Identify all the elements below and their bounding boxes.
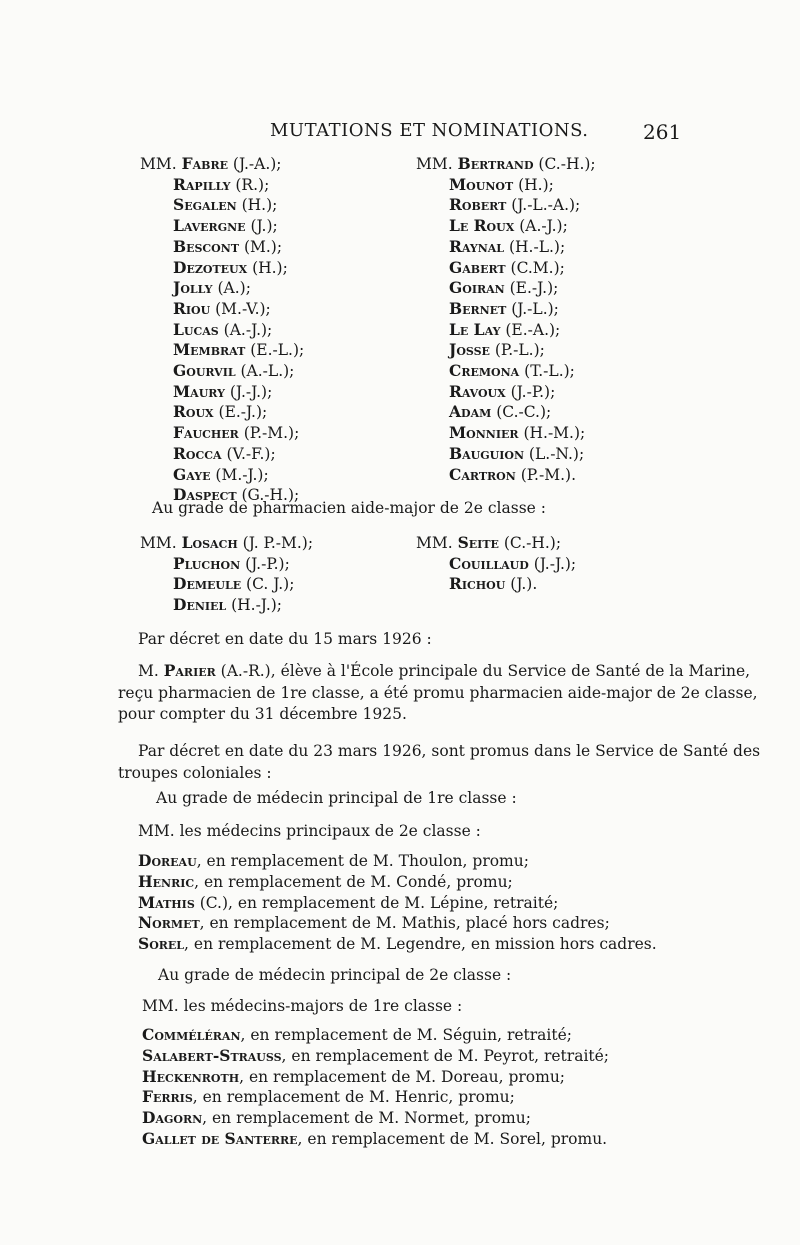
surname: Ravoux	[449, 381, 506, 401]
initials: (E.-A.);	[500, 320, 561, 339]
name-list-right-entry	[416, 195, 596, 216]
pharmacien-list-left-entry	[140, 554, 313, 575]
nomination-entry	[142, 1108, 609, 1129]
surname: Bescont	[173, 236, 240, 256]
initials: (A.-J.);	[514, 217, 568, 236]
nomination-entry	[142, 1025, 609, 1046]
name-list-right-entry	[416, 340, 596, 361]
surname: Sorel	[138, 934, 185, 954]
name-list-right-entry	[416, 465, 596, 486]
initials: (C.-C.);	[491, 403, 552, 422]
initials: (J.-L.);	[506, 299, 559, 318]
initials: (J.-P.);	[240, 554, 290, 573]
surname: Henric	[138, 871, 195, 891]
nomination-detail: , en remplacement de M. Normet, promu;	[202, 1109, 531, 1128]
name-list-left-entry	[140, 195, 304, 216]
honorific-prefix: MM.	[416, 155, 458, 173]
surname: Pluchon	[173, 553, 241, 573]
surname: Goiran	[449, 278, 505, 298]
name-list-left-entry	[140, 382, 304, 403]
surname: Salabert-Strauss	[142, 1045, 282, 1065]
nomination-detail: , en remplacement de M. Legendre, en mission hors cadres.	[184, 935, 657, 954]
initials: (J.-A.);	[227, 155, 282, 173]
name-list-left	[140, 154, 304, 506]
nomination-entry	[138, 913, 657, 934]
name-list-left-entry	[140, 154, 304, 175]
surname: Bertrand	[457, 154, 534, 173]
initials: (V.-F.);	[221, 444, 276, 463]
nomination-detail: , en remplacement de M. Mathis, placé hors cadres;	[199, 914, 610, 933]
initials: (J.-J.);	[224, 382, 273, 401]
nomination-entry	[138, 851, 657, 872]
surname: Cremona	[449, 361, 520, 381]
surname: Mathis	[138, 892, 195, 912]
name-list-left-entry	[140, 320, 304, 341]
nomination-detail: , en remplacement de M. Condé, promu;	[194, 872, 513, 891]
pharmacien-list-right	[416, 533, 576, 595]
name-list-right-entry	[416, 361, 596, 382]
initials: (J.);	[245, 217, 278, 236]
parier-paragraph	[118, 660, 758, 726]
name-list-left-entry	[140, 258, 304, 279]
name-list-right-entry	[416, 444, 596, 465]
parier-name: Parier	[163, 661, 216, 680]
initials: (J. P.-M.);	[237, 534, 314, 552]
name-list-left-entry	[140, 299, 304, 320]
surname: Dagorn	[142, 1108, 203, 1128]
name-list-right-entry	[416, 154, 596, 175]
initials: (M.);	[239, 237, 283, 256]
surname: Bernet	[449, 298, 507, 318]
initials: (J.-J.);	[528, 554, 577, 573]
surname: Josse	[449, 340, 490, 360]
surname: Seite	[457, 533, 499, 552]
name-list-left-entry	[140, 237, 304, 258]
surname: Segalen	[173, 195, 237, 215]
initials: (P.-M.);	[238, 424, 300, 443]
name-list-right-entry	[416, 175, 596, 196]
nomination-entry	[138, 934, 657, 955]
name-list-left-entry	[140, 423, 304, 444]
surname: Membrat	[173, 340, 246, 360]
name-list-right-entry	[416, 278, 596, 299]
principal1-subheading: MM. les médecins principaux de 2e classe :	[138, 822, 481, 840]
nomination-detail: , en remplacement de M. Thoulon, promu;	[196, 852, 529, 870]
initials: (C. J.);	[241, 575, 295, 594]
surname: Comméléran	[142, 1025, 241, 1044]
parier-line-1: (A.-R.), élève à l'École principale du Service de Santé de la Marine,	[215, 662, 751, 680]
initials: (J.-L.-A.);	[506, 196, 581, 215]
nomination-entry	[142, 1087, 609, 1108]
name-list-right-entry	[416, 320, 596, 341]
surname: Gallet de Santerre	[142, 1128, 298, 1148]
initials: (A.-J.);	[218, 320, 273, 339]
surname: Raynal	[449, 236, 505, 256]
running-header-title: MUTATIONS ET NOMINATIONS.	[270, 120, 589, 141]
surname: Fabre	[181, 154, 228, 173]
surname: Ferris	[142, 1087, 193, 1107]
initials: (H.);	[236, 196, 278, 215]
nomination-detail: (C.), en remplacement de M. Lépine, retraité;	[194, 893, 559, 912]
initials: (H.-L.);	[504, 237, 566, 256]
name-list-right-entry	[416, 216, 596, 237]
parier-line-3: pour compter du 31 décembre 1925.	[118, 705, 407, 723]
nomination-entry	[142, 1046, 609, 1067]
nomination-detail: , en remplacement de M. Doreau, promu;	[239, 1067, 566, 1086]
pharmacien-list-left-entry	[140, 533, 313, 554]
initials: (E.-J.);	[504, 279, 559, 298]
name-list-right-entry	[416, 258, 596, 279]
principal2-subheading: MM. les médecins-majors de 1re classe :	[142, 997, 463, 1015]
surname: Roux	[173, 402, 214, 422]
surname: Deniel	[173, 595, 227, 615]
initials: (A.-L.);	[235, 362, 295, 381]
surname: Monnier	[449, 423, 519, 443]
surname: Losach	[181, 533, 238, 552]
initials: (P.-L.);	[489, 341, 545, 360]
name-list-right-entry	[416, 237, 596, 258]
name-list-right	[416, 154, 596, 485]
nomination-entry	[138, 893, 657, 914]
name-list-left-entry	[140, 444, 304, 465]
nomination-detail: , en remplacement de M. Peyrot, retraité;	[281, 1046, 610, 1065]
surname: Heckenroth	[142, 1066, 240, 1086]
surname: Riou	[173, 298, 211, 318]
surname: Demeule	[173, 574, 242, 594]
honorific-prefix: MM.	[416, 534, 458, 552]
surname: Couillaud	[449, 553, 529, 573]
decret-23-mars	[118, 741, 760, 784]
nomination-detail: , en remplacement de M. Séguin, retraité;	[240, 1026, 572, 1044]
pharmacien-list-right-entry	[416, 574, 576, 595]
name-list-right-entry	[416, 423, 596, 444]
surname: Le Roux	[449, 216, 515, 236]
parier-line-2: reçu pharmacien de 1re classe, a été promu pharmacien aide-major de 2e classe,	[118, 683, 758, 702]
pharmacien-list-left-entry	[140, 595, 313, 616]
honorific-prefix: MM.	[140, 155, 182, 173]
initials: (G.-H.);	[236, 486, 300, 505]
surname: Dezoteux	[173, 257, 248, 277]
initials: (C.M.);	[505, 258, 565, 277]
pharmacien-list-left-entry	[140, 574, 313, 595]
pharmacien-list-right-entry	[416, 533, 576, 554]
principal1-list	[138, 851, 657, 955]
name-list-left-entry	[140, 216, 304, 237]
initials: (C.-H.);	[533, 155, 596, 173]
initials: (E.-J.);	[213, 403, 268, 422]
surname: Jolly	[173, 278, 213, 298]
name-list-left-entry	[140, 175, 304, 196]
surname: Doreau	[138, 851, 197, 870]
principal2-heading: Au grade de médecin principal de 2e classe :	[158, 966, 512, 984]
decret-15-mars: Par décret en date du 15 mars 1926 :	[138, 630, 432, 648]
initials: (A.);	[212, 279, 251, 298]
surname: Lavergne	[173, 216, 246, 236]
decret2-line-2: troupes coloniales :	[118, 763, 272, 782]
initials: (R.);	[230, 175, 270, 194]
decret2-line-1: Par décret en date du 23 mars 1926, sont promus dans le Service de Santé des	[138, 742, 761, 760]
initials: (M.-V.);	[210, 299, 271, 318]
page-number: 261	[643, 120, 682, 144]
principal1-heading: Au grade de médecin principal de 1re classe :	[156, 789, 517, 807]
surname: Adam	[449, 402, 492, 422]
surname: Gourvil	[173, 361, 236, 381]
surname: Gabert	[449, 257, 506, 277]
initials: (J.-P.);	[505, 382, 556, 401]
initials: (H.);	[513, 175, 554, 194]
surname: Le Lay	[449, 319, 501, 339]
initials: (E.-L.);	[245, 341, 305, 360]
initials: (J.).	[505, 575, 538, 594]
name-list-right-entry	[416, 402, 596, 423]
surname: Cartron	[449, 464, 516, 484]
name-list-left-entry	[140, 278, 304, 299]
pharmacien-list-left	[140, 533, 313, 616]
surname: Richou	[449, 574, 506, 594]
initials: (H.);	[247, 258, 288, 277]
surname: Daspect	[173, 485, 237, 505]
name-list-left-entry	[140, 340, 304, 361]
initials: (M.-J.);	[210, 465, 269, 484]
name-list-left-entry	[140, 402, 304, 423]
pharmacien-heading: Au grade de pharmacien aide-major de 2e classe :	[152, 499, 546, 517]
parier-prefix: M.	[138, 662, 164, 680]
name-list-right-entry	[416, 299, 596, 320]
name-list-left-entry	[140, 465, 304, 486]
surname: Gaye	[173, 464, 211, 484]
initials: (L.-N.);	[524, 444, 585, 463]
surname: Maury	[173, 381, 225, 401]
surname: Mounot	[449, 174, 514, 194]
initials: (H.-M.);	[518, 424, 586, 443]
initials: (P.-M.).	[515, 465, 576, 484]
name-list-right-entry	[416, 382, 596, 403]
surname: Bauguion	[449, 443, 524, 463]
initials: (C.-H.);	[498, 534, 562, 552]
surname: Faucher	[173, 423, 239, 443]
initials: (H.-J.);	[226, 596, 283, 615]
nomination-detail: , en remplacement de M. Sorel, promu.	[297, 1129, 608, 1148]
honorific-prefix: MM.	[140, 534, 182, 552]
name-list-left-entry	[140, 361, 304, 382]
pharmacien-list-right-entry	[416, 554, 576, 575]
surname: Robert	[449, 195, 507, 215]
surname: Rapilly	[173, 174, 231, 194]
surname: Normet	[138, 913, 200, 933]
surname: Lucas	[173, 319, 219, 339]
nomination-detail: , en remplacement de M. Henric, promu;	[192, 1088, 515, 1107]
nomination-entry	[138, 872, 657, 893]
surname: Rocca	[173, 443, 222, 463]
nomination-entry	[142, 1067, 609, 1088]
principal2-list	[142, 1025, 609, 1150]
initials: (T.-L.);	[519, 362, 575, 381]
nomination-entry	[142, 1129, 609, 1150]
